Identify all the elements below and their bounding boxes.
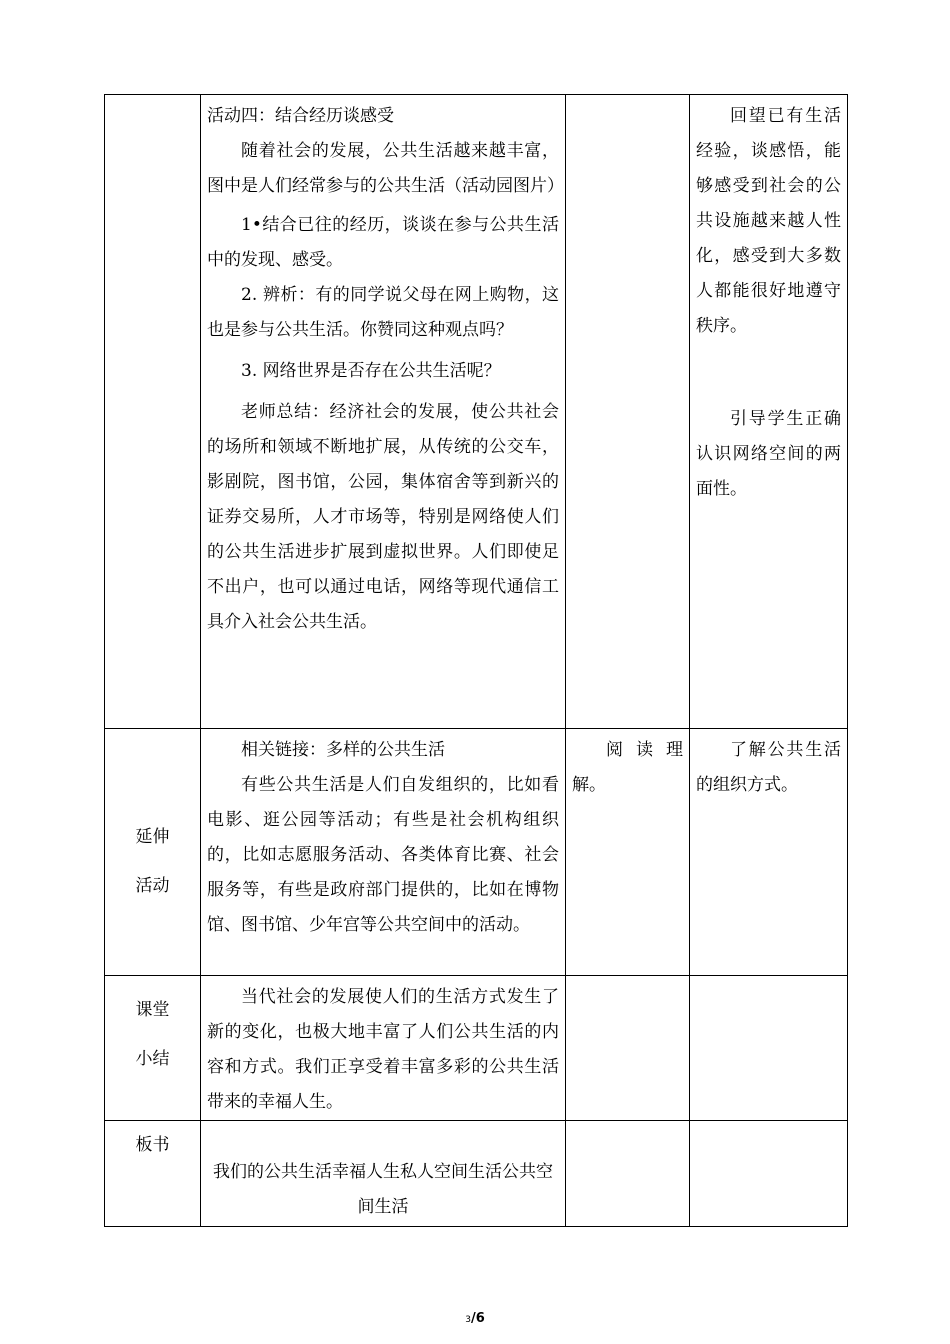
teacher-activity-cell: [201, 95, 566, 729]
question-1: 1•结合已往的经历，谈谈在参与公共生活中的发现、感受。: [207, 215, 559, 270]
student-activity-cell: [566, 95, 690, 729]
class-summary-text: 当代社会的发展使人们的生活方式发生了新的变化，也极大地丰富了人们公共生活的内容和方式。我们正享受着丰富多彩的公共生活带来的幸福人生。: [207, 987, 559, 1112]
design-intent-cell: [690, 1121, 848, 1227]
stage-label-line1: 课堂: [135, 1000, 170, 1020]
row-extension: [105, 729, 848, 976]
activity-title: 活动四：结合经历谈感受: [207, 106, 394, 126]
student-activity-cell: [566, 1121, 690, 1227]
page-current: 3: [465, 1315, 471, 1325]
design-intent-2: 引导学生正确认识网络空间的两面性。: [696, 409, 841, 499]
page-total: /6: [470, 1311, 485, 1326]
teacher-activity-cell: [201, 976, 566, 1121]
design-intent-cell: [690, 729, 848, 976]
teacher-activity-cell: [201, 1121, 566, 1227]
row-activity4: [105, 95, 848, 729]
question-2: 2. 辨析：有的同学说父母在网上购物，这也是参与公共生活。你赞同这种观点吗？: [207, 285, 559, 340]
related-link-title: 相关链接：多样的公共生活: [241, 740, 445, 760]
teacher-activity-cell: [201, 729, 566, 976]
row-board: [105, 1121, 848, 1227]
student-activity-cell: [566, 976, 690, 1121]
stage-label-line1: 延伸: [135, 827, 170, 847]
stage-cell: [105, 729, 201, 976]
stage-label: 板书: [135, 1135, 170, 1155]
student-activity-cell: [566, 729, 690, 976]
activity-intro: 随着社会的发展，公共生活越来越丰富，图中是人们经常参与的公共生活（活动园图片）: [207, 141, 564, 196]
stage-cell: [105, 976, 201, 1121]
design-intent-text: 了解公共生活的组织方式。: [696, 740, 841, 795]
related-link-content: 有些公共生活是人们自发组织的，比如看电影、逛公园等活动；有些是社会机构组织的，比如志愿服务活动、各类体育比赛、社会服务等，有些是政府部门提供的，比如在博物馆、图书馆、少年宫等公共空间中的活动。: [207, 775, 559, 935]
design-intent-1: 回望已有生活经验，谈感悟，能够感受到社会的公共设施越来越人性化，感受到大多数人都能很好地遵守秩序。: [696, 106, 841, 336]
teacher-summary: 老师总结：经济社会的发展，使公共社会的场所和领域不断地扩展，从传统的公交车，影剧院，图书馆，公园，集体宿舍等到新兴的证券交易所，人才市场等，特别是网络使人们的公共生活进步扩展到虚拟世界。人们即使足不出户，也可以通过电话，网络等现代通信工具介入社会公共生活。: [207, 402, 559, 632]
design-intent-cell: [690, 976, 848, 1121]
board-text: 我们的公共生活幸福人生私人空间生活公共空间生活: [213, 1162, 553, 1217]
page-number: [0, 1311, 950, 1326]
design-intent-cell: [690, 95, 848, 729]
student-activity-text: 阅读理解。: [572, 740, 683, 795]
row-class-summary: [105, 976, 848, 1121]
lesson-plan-table: [104, 94, 848, 1227]
question-3: 3. 网络世界是否存在公共生活呢？: [241, 361, 501, 381]
stage-cell: [105, 95, 201, 729]
stage-label-line2: 活动: [135, 876, 170, 896]
stage-label-line2: 小结: [135, 1049, 170, 1069]
stage-cell: [105, 1121, 201, 1227]
